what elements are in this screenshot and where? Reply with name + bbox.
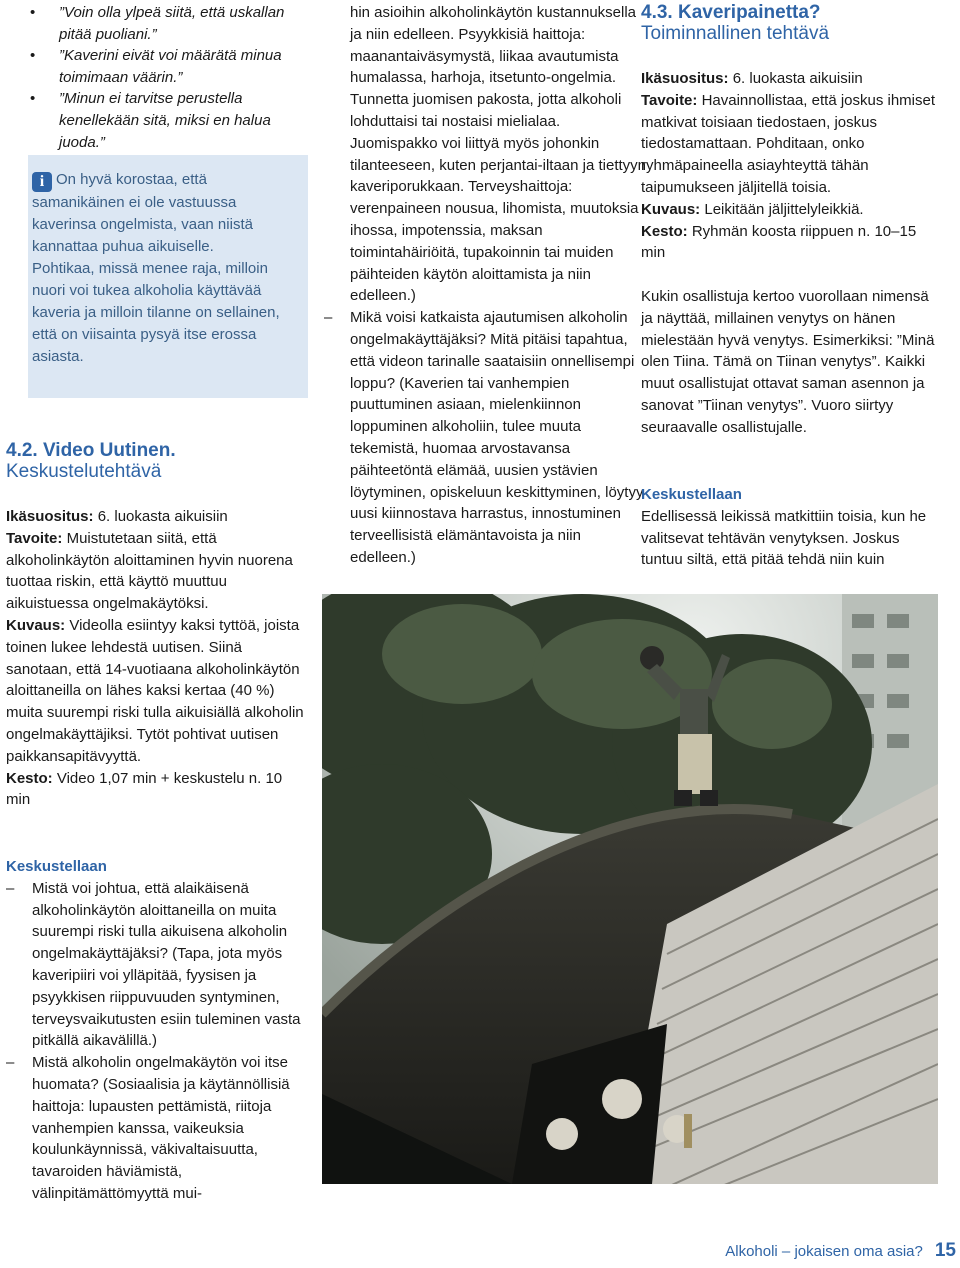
section-43-heading bbox=[641, 2, 829, 44]
discussion-question: – Mistä voi johtua, että alaikäisenä alkoholinkäytön aloittaneilla on muita suurempi riski tulla aikuisena alkoholin ongelmakäyttäjäksi? (Tapa, jota myös kaveripiiri voi ylläpitää, fyysisen ja psyykkisen riippuvuuden syntyminen, terveysvaikutusten esiin tuleminen vasta pitkällä aikavälillä.) bbox=[6, 878, 306, 1052]
section-subtitle: Keskustelutehtävä bbox=[6, 461, 162, 482]
section-42-heading bbox=[6, 440, 176, 482]
photo-illustration bbox=[322, 594, 938, 1184]
discussion-label: Keskustellaan bbox=[641, 486, 742, 503]
info-paragraph-1: i On hyvä korostaa, että samanikäinen ei ole vastuussa kaverinsa ongelmista, vaan niistä kannattaa puhua aikuiselle. bbox=[32, 171, 253, 255]
column-left bbox=[6, 0, 306, 1202]
age-recommendation: Ikäsuositus: 6. luokasta aikuisiin bbox=[641, 70, 863, 87]
page-number: 15 bbox=[934, 1240, 956, 1261]
list-item: • ”Minun ei tarvitse perustella kenellekään sitä, miksi en halua juoda.” bbox=[6, 88, 306, 153]
duration: Kesto: Ryhmän koosta riippuen n. 10–15 min bbox=[641, 222, 917, 262]
section-title: 4.3. Kaveripainetta? Toiminnallinen tehtävä bbox=[641, 2, 830, 44]
section-43-discussion bbox=[641, 484, 941, 571]
discussion-continuation: hin asioihin alkoholinkäytön kustannuksella ja niin edelleen. Psyykkisiä haittoja: maanantaiväsymystä, liikaa avautumista humalassa, harhoja, itsetunto-ongelmia. Tunnetta juomisen pakosta, jotta alkoholi lohduttaisi tai nostaisi mielialaa. Juomispakko voi liittyä myös johonkin tilanteeseen, kuten perjantai-iltaan ja tiettyyn kaveriporukkaan. Terveyshaittoja: verenpaineen nousua, lihomista, muutoksia ihossa, impotenssia, maksan toimintahäiriöitä, tupakoinnin tai muiden päihteiden käytön aloittamista ja niin edelleen.) bbox=[350, 4, 647, 305]
goal: Tavoite: Havainnollistaa, että joskus ihmiset matkivat toisiaan tiedostaen, joskus tiedostamattaan. Pohditaan, onko ryhmäpaineella asiayhteyttä tähän taipumukseen jäljitellä toisia. bbox=[641, 91, 936, 196]
instructions: Kukin osallistuja kertoo vuorollaan nimensä ja näyttää, millainen venytys on hänen mielestään hyvä venytys. Esimerkiksi: ”Minä olen Tiina. Tämä on Tiinan venytys”. Kaikki muut osallistujat ottavat saman asennon ja sanovat ”Tiinan venytys”. Vuoro siirtyy seuraavalle osallistujalle. bbox=[641, 288, 935, 436]
discussion-label: Keskustellaan bbox=[6, 858, 107, 875]
discussion-text: Edellisessä leikissä matkittiin toisia, kun he valitsevat tehtävän venytyksen. Joskus tuntuu siltä, että pitää tehdä niin kuin bbox=[641, 507, 927, 569]
footer-title: Alkoholi – jokaisen oma asia? bbox=[725, 1243, 923, 1260]
section-subtitle: Toiminnallinen tehtävä bbox=[641, 23, 830, 44]
info-paragraph-2: Pohtikaa, missä menee raja, milloin nuori voi tukea alkoholia käyttävää kaveria ja milloin tilanne on sellainen, että on viisainta pysyä itse erossa asiasta. bbox=[32, 260, 280, 365]
section-43-meta bbox=[641, 68, 941, 264]
description: Kuvaus: Leikitään jäljittelyleikkiä. bbox=[641, 200, 864, 218]
age-recommendation: Ikäsuositus: 6. luokasta aikuisiin bbox=[6, 508, 228, 525]
list-item: • ”Kaverini eivät voi määrätä minua toimimaan väärin.” bbox=[6, 45, 306, 88]
list-item: • ”Voin olla ylpeä siitä, että uskallan pitää puoliani.” bbox=[6, 2, 306, 45]
info-box bbox=[28, 155, 308, 398]
info-icon: i bbox=[32, 172, 52, 192]
description: Kuvaus: Videolla esiintyy kaksi tyttöä, joista toinen lukee lehdestä uutisen. Siinä sanotaan, että 14-vuotiaana alkoholinkäytön aloittaneilla on lähes kaksi kertaa (40 %) muita suurempi riski tulla aikuisiällä alkoholin ongelmakäyttäjiksi. Tytöt pohtivat uutisen paikkansapitävyyttä. bbox=[6, 616, 304, 765]
quote-list bbox=[6, 2, 306, 153]
discussion-question: – Mistä alkoholin ongelmakäytön voi itse huomata? (Sosiaalisia ja käytännöllisiä haittoja: lupausten pettämistä, riitoja vanhempien kanssa, vaikeuksia koulunkäynnissä, väkivaltaisuutta, tavaroiden häviämistä, välinpitämättömyyttä mui- bbox=[6, 1052, 306, 1205]
section-42-meta bbox=[6, 506, 306, 811]
goal: Tavoite: Muistutetaan siitä, että alkoholinkäytön aloittaminen hyvin nuorena tuottaa riskin, että käyttö muuttuu aikuistuessa ongelmakäytöksi. bbox=[6, 529, 293, 613]
section-42-discussion-cont bbox=[350, 2, 650, 569]
section-42-discussion bbox=[6, 856, 306, 1205]
discussion-question: – Mikä voisi katkaista ajautumisen alkoholin ongelmakäyttäjäksi? Mitä pitäisi tapahtua, että videon tarinalle saataisiin onnellisempi loppu? (Kaverien tai vanhempien puuttuminen asiaan, mielenkiinnon loppuminen alkoholiin, tulee muuta tekemistä, huomaa arvostavansa päihteetöntä elämää, uusien ystävien löytyminen, opiskeluun keskittyminen, löytyy uusi kiinnostava harrastus, innostuminen terveellisistä elämäntavoista ja niin edelleen.) bbox=[324, 307, 650, 569]
photo-kids-on-roof bbox=[322, 594, 938, 1184]
duration: Kesto: Video 1,07 min + keskustelu n. 10 min bbox=[6, 769, 283, 809]
page-footer bbox=[725, 1240, 956, 1263]
section-43-body bbox=[641, 286, 941, 439]
section-title: 4.2. Video Uutinen. Keskustelutehtävä bbox=[6, 440, 176, 482]
